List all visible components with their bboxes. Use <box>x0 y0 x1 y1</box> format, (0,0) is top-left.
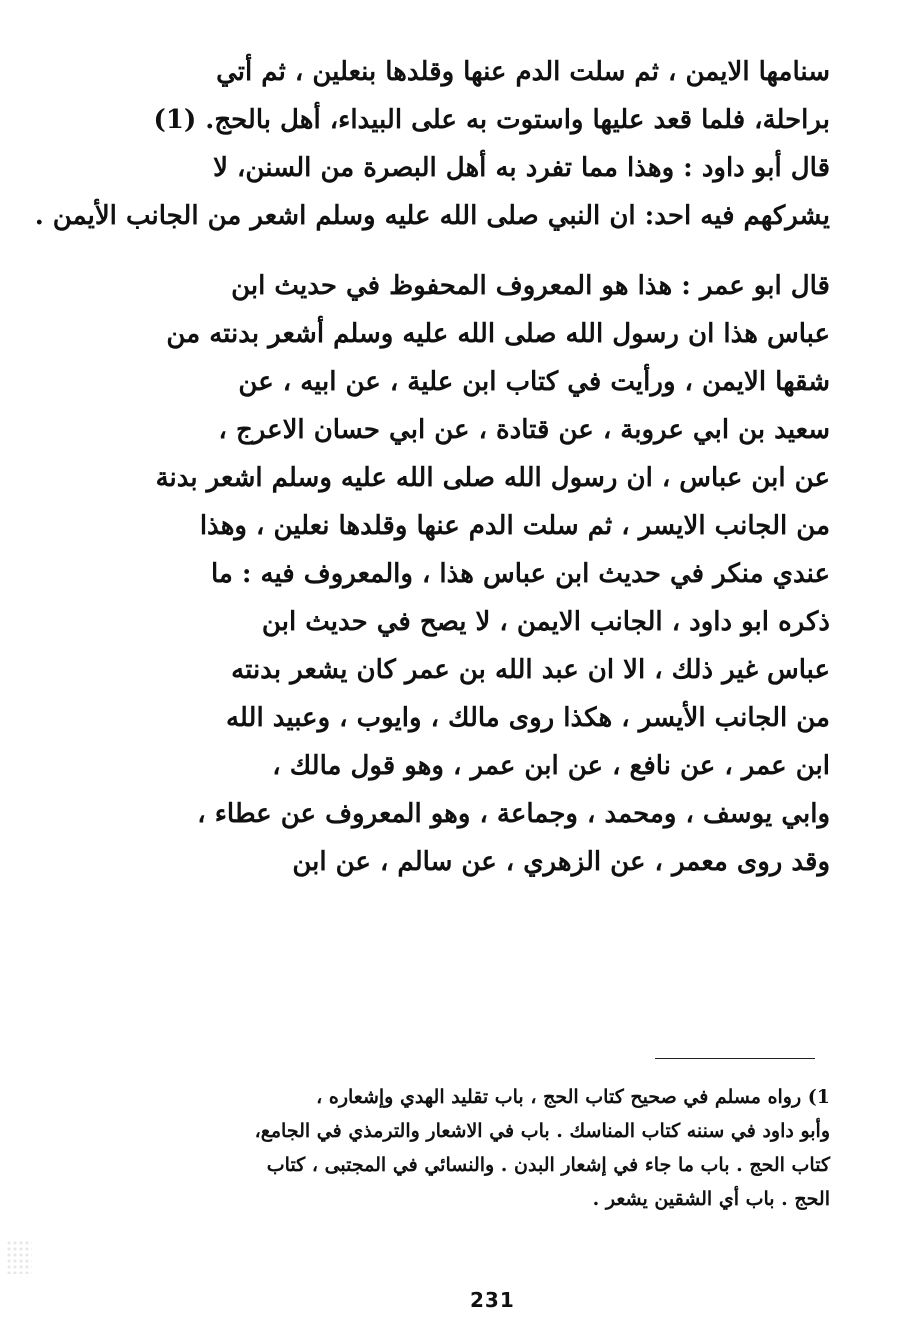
paragraph-line: عندي منكر في حديث ابن عباس هذا ، والمعروف فيه : ما <box>210 559 830 589</box>
paragraph-line: قال أبو داود : وهذا مما تفرد به أهل البصرة من السنن، لا <box>213 153 830 183</box>
footnote-divider <box>655 1058 815 1059</box>
paragraph-line: وقد روى معمر ، عن الزهري ، عن سالم ، عن ابن <box>292 847 830 877</box>
paragraph-line: عن ابن عباس ، ان رسول الله صلى الله عليه وسلم اشعر بدنة <box>155 463 830 493</box>
paragraph-line: عباس غير ذلك ، الا ان عبد الله بن عمر كان يشعر بدنته <box>231 655 830 685</box>
paragraph-line: يشركهم فيه احد: ان النبي صلى الله عليه وسلم اشعر من الجانب الأيمن . <box>34 201 830 231</box>
paragraph-line: قال ابو عمر : هذا هو المعروف المحفوظ في حديث ابن <box>231 271 830 301</box>
page-number: 231 <box>470 1288 515 1312</box>
footnotes <box>160 1080 830 1216</box>
footnote-line: 1) رواه مسلم في صحيح كتاب الحج ، باب تقليد الهدي وإشعاره ، <box>316 1086 830 1108</box>
footnote-line: كتاب الحج . باب ما جاء في إشعار البدن . والنسائي في المجتبى ، كتاب <box>266 1154 830 1176</box>
paragraph-line: سعيد بن ابي عروبة ، عن قتادة ، عن ابي حسان الاعرج ، <box>218 415 830 445</box>
paragraph-2 <box>150 262 830 886</box>
paragraph-1 <box>34 48 830 240</box>
paragraph-line: من الجانب الايسر ، ثم سلت الدم عنها وقلدها نعلين ، وهذا <box>199 511 830 541</box>
footnote-line: وأبو داود في سننه كتاب المناسك . باب في الاشعار والترمذي في الجامع، <box>254 1120 830 1142</box>
paragraph-line: من الجانب الأيسر ، هكذا روى مالك ، وايوب ، وعبيد الله <box>225 703 830 733</box>
footnote-line: الحج . باب أي الشقين يشعر . <box>592 1188 830 1210</box>
paragraph-line: ذكره ابو داود ، الجانب الايمن ، لا يصح في حديث ابن <box>261 607 830 637</box>
paragraph-line: براحلة، فلما قعد عليها واستوت به على البيداء، أهل بالحج. (1) <box>153 105 830 135</box>
scan-artifact <box>6 1240 32 1274</box>
paragraph-line: شقها الايمن ، ورأيت في كتاب ابن علية ، عن ابيه ، عن <box>238 367 830 397</box>
paragraph-line: عباس هذا ان رسول الله صلى الله عليه وسلم أشعر بدنته من <box>166 319 830 349</box>
paragraph-line: سنامها الايمن ، ثم سلت الدم عنها وقلدها بنعلين ، ثم أتي <box>216 57 830 87</box>
paragraph-line: ابن عمر ، عن نافع ، عن ابن عمر ، وهو قول مالك ، <box>272 751 830 781</box>
paragraph-line: وابي يوسف ، ومحمد ، وجماعة ، وهو المعروف عن عطاء ، <box>197 799 830 829</box>
